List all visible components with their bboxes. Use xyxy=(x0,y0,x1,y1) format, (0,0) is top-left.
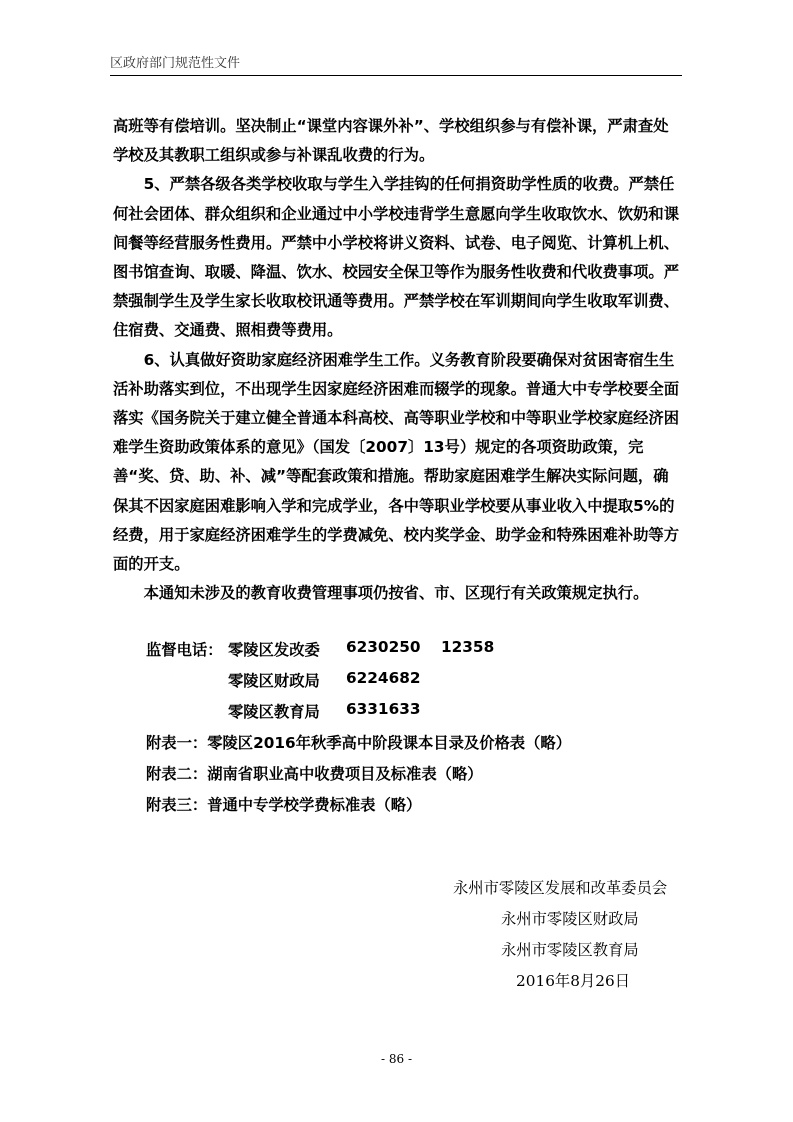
paragraph-item-6: 6、认真做好资助家庭经济困难学生工作。义务教育阶段要确保对贫困寄宿生生活补助落实到位，不出现学生因家庭经济困难而辍学的现象。普通大中专学校要全面落实《国务院关于建立健全普通本科高校、高等职业学校和中等职业学校家庭经济困难学生资助政策体系的意见》（国发〔2007〕13号）规定的各项资助政策，完善“奖、贷、助、补、减”等配套政策和措施。帮助家庭困难学生解决实际问题，确保其不因家庭困难影响入学和完成学业，各中等职业学校要从事业收入中提取5%的经费，用于家庭经济困难学生的学费减免、校内奖学金、助学金和特殊困难补助等方面的开支。 xyxy=(113,350,679,574)
hotline-name-3: 零陵区教育局 xyxy=(228,703,320,721)
hotline-phone-3: 6331633 xyxy=(346,700,421,718)
signature-org-3: 永州市零陵区教育局 xyxy=(501,941,639,959)
paragraph-item-5: 5、严禁各级各类学校收取与学生入学挂钩的任何捐资助学性质的收费。严禁任何社会团体、群众组织和企业通过中小学校违背学生意愿向学生收取饮水、饮奶和课间餐等经营服务性费用。严禁中小学校将讲义资料、试卷、电子阅览、计算机上机、图书馆查询、取暖、降温、饮水、校园安全保卫等作为服务性收费和代收费事项。严禁强制学生及学生家长收取校讯通等费用。严禁学校在军训期间向学生收取军训费、住宿费、交通费、照相费等费用。 xyxy=(113,175,679,340)
header-divider xyxy=(110,75,682,76)
paragraph-continued: 高班等有偿培训。坚决制止“课堂内容课外补”、学校组织参与有偿补课，严肃查处学校及其教职工组织或参与补课乱收费的行为。 xyxy=(113,117,669,165)
hotline-phone-1: 6230250 xyxy=(346,638,421,656)
signature-org-2: 永州市零陵区财政局 xyxy=(501,910,639,928)
hotline-phone-2: 6224682 xyxy=(346,669,421,687)
attachment-2: 附表二：湖南省职业高中收费项目及标准表（略） xyxy=(146,765,483,783)
signature-org-1: 永州市零陵区发展和改革委员会 xyxy=(453,879,668,897)
document-body xyxy=(113,112,682,608)
paragraph-closing: 本通知未涉及的教育收费管理事项仍按省、市、区现行有关政策规定执行。 xyxy=(143,584,649,603)
signature-date: 2016年8月26日 xyxy=(516,972,631,990)
attachment-1: 附表一：零陵区2016年秋季高中阶段课本目录及价格表（略） xyxy=(146,734,571,752)
attachment-3: 附表三：普通中专学校学费标准表（略） xyxy=(146,796,422,814)
document-header-title: 区政府部门规范性文件 xyxy=(110,56,241,71)
hotline-name-1: 零陵区发改委 xyxy=(228,641,320,659)
page-number: - 86 - xyxy=(380,1052,412,1066)
hotline-label: 监督电话： xyxy=(146,641,223,659)
hotline-phone-1-alt: 12358 xyxy=(441,638,495,656)
hotline-name-2: 零陵区财政局 xyxy=(228,672,320,690)
